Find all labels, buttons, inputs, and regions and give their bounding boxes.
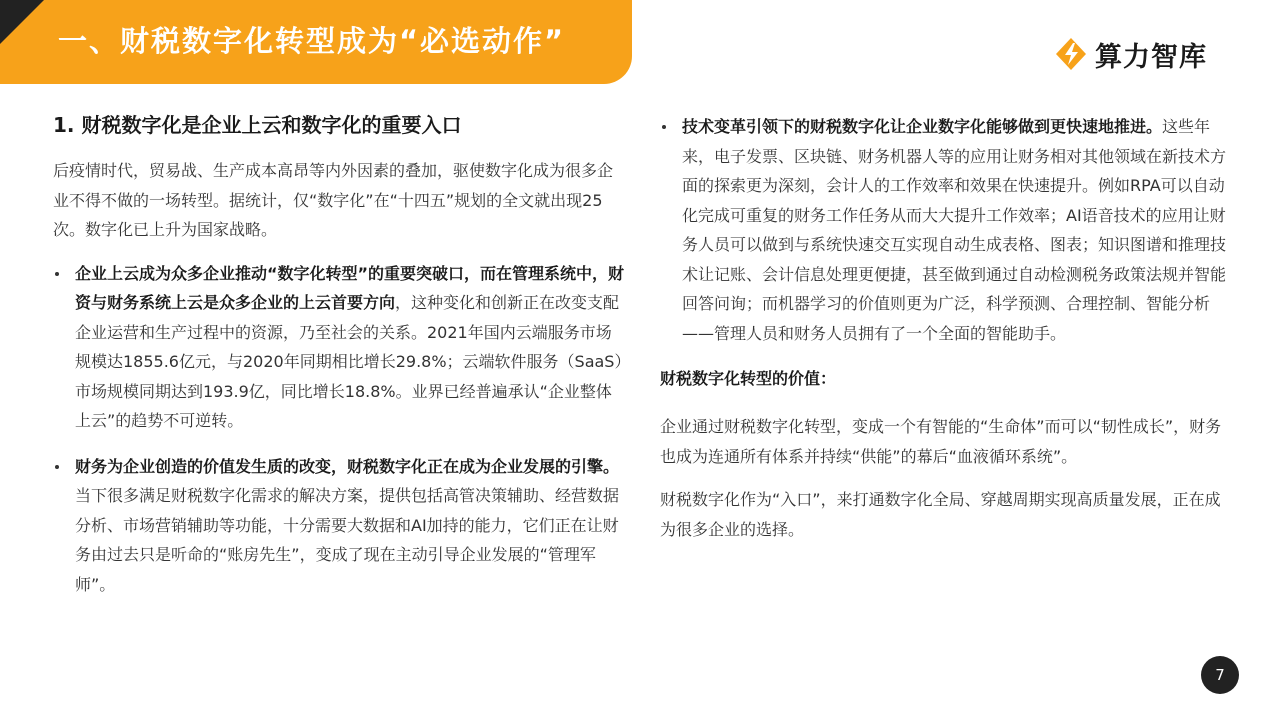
page-number: 7 xyxy=(1201,656,1239,694)
section-heading: 1. 财税数字化是企业上云和数字化的重要入口 xyxy=(53,113,462,137)
value-paragraph-2: 财税数字化作为“入口”，来打通数字化全局、穿越周期实现高质量发展，正在成为很多企业的选择。 xyxy=(660,490,1221,539)
logo-text: 算力智库 xyxy=(1095,41,1207,73)
bullet-technology-text: 这些年来，电子发票、区块链、财务机器人等的应用让财务相对其他领域在新技术方面的探索更为深刻，会计人的工作效率和效果在快速提升。例如RPA可以自动化完成可重复的财务工作任务从而大大提升工作效率；AI语音技术的应用让财务人员可以做到与系统快速交互实现自动生成表格、图表；知识图谱和推理技术让记账、会计信息处理更便捷，甚至做到通过自动检测税务政策法规并智能回答问询；而机器学习的价值则更为广泛，科学预测、合理控制、智能分析——管理人员和财务人员拥有了一个全面的智能助手。 xyxy=(682,117,1227,343)
bullet-cloud-text: ，这种变化和创新正在改变支配企业运营和生产过程中的资源，乃至社会的关系。2021年国内云端服务市场规模达1855.6亿元，与2020年同期相比增长29.8%；云端软件服务（SaaS）市场规模同期达到193.9亿，同比增长18.8%。业界已经普遍承认“企业整体上云”的趋势不可逆转。 xyxy=(75,293,623,430)
intro-paragraph: 后疫情时代，贸易战、生产成本高昂等内外因素的叠加，驱使数字化成为很多企业不得不做的一场转型。据统计，仅“数字化”在“十四五”规划的全文就出现25次。数字化已上升为国家战略。 xyxy=(53,161,614,239)
bullet-technology-bold: 技术变革引领下的财税数字化让企业数字化能够做到更快速地推进。 xyxy=(682,117,1163,136)
right-column xyxy=(660,112,1236,558)
bullet-value xyxy=(53,452,625,600)
bullet-cloud-bold: 企业上云成为众多企业推动“数字化转型”的重要突破口，而在管理系统中，财资与财务系统上云是众多企业的上云首要方向 xyxy=(75,263,625,312)
value-heading: 财税数字化转型的价值： xyxy=(660,369,837,388)
page-title: 一、财税数字化转型成为“必选动作” xyxy=(58,24,566,58)
bullet-cloud xyxy=(53,259,625,436)
bullet-value-bold: 财务为企业创造的价值发生质的改变，财税数字化正在成为企业发展的引擎。 xyxy=(75,456,620,476)
left-column xyxy=(53,110,625,615)
header-corner-accent xyxy=(0,0,44,44)
header-bar xyxy=(0,0,632,84)
bullet-value-text: 当下很多满足财税数字化需求的解决方案，提供包括高管决策辅助、经营数据分析、市场营销辅助等功能，十分需要大数据和AI加持的能力，它们正在让财务由过去只是听命的“账房先生”，变成了现在主动引导企业发展的“管理军师”。 xyxy=(75,486,620,594)
brand-logo xyxy=(1053,34,1207,74)
bullet-technology xyxy=(660,112,1236,348)
value-paragraph-1: 企业通过财税数字化转型，变成一个有智能的“生命体”而可以“韧性成长”，财务也成为连通所有体系并持续“供能”的幕后“血液循环系统”。 xyxy=(660,417,1222,466)
logo-mark-icon xyxy=(1053,36,1089,72)
